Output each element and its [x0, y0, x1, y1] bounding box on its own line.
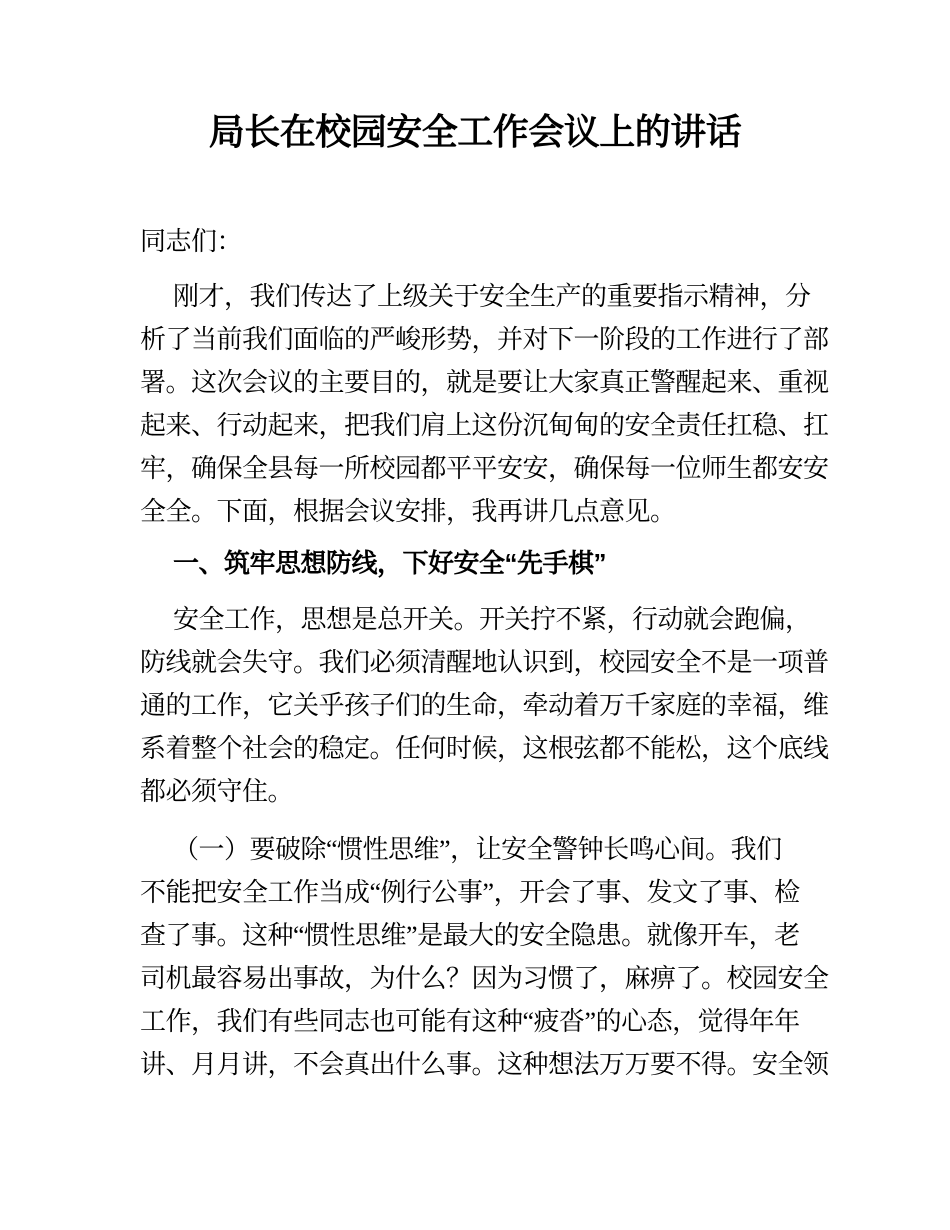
intro-paragraph	[140, 275, 829, 533]
paragraph-line: 系着整个社会的稳定。任何时候，这根弦都不能松，这个底线	[140, 734, 829, 763]
paragraph-line: 署。这次会议的主要目的，就是要让大家真正警醒起来、重视	[140, 368, 829, 397]
salutation: 同志们：	[140, 227, 243, 256]
paragraph-line: 查了事。这种“惯性思维”是最大的安全隐患。就像开车，老	[140, 921, 800, 950]
paragraph-line: 防线就会失守。我们必须清醒地认识到，校园安全不是一项普	[140, 648, 829, 677]
paragraph-line: 工作，我们有些同志也可能有这种“疲沓”的心态，觉得年年	[140, 1007, 800, 1036]
paragraph-line: 全全。下面，根据会议安排，我再讲几点意见。	[140, 497, 676, 526]
paragraph-line: 都必须守住。	[140, 777, 294, 806]
section1-paragraph-1	[140, 598, 829, 813]
document-title: 局长在校园安全工作会议上的讲话	[208, 112, 742, 152]
section-heading-1: 一、筑牢思想防线，下好安全“先手棋”	[173, 548, 607, 578]
paragraph-line: （一）要破除“惯性思维”，让安全警钟长鸣心间。我们	[173, 835, 782, 864]
paragraph-line: 通的工作，它关乎孩子们的生命，牵动着万千家庭的幸福，维	[140, 691, 829, 720]
paragraph-line: 安全工作，思想是总开关。开关拧不紧，行动就会跑偏，	[173, 605, 811, 634]
paragraph-line: 牢，确保全县每一所校园都平平安安，确保每一位师生都安安	[140, 454, 829, 483]
section1-paragraph-2	[140, 828, 829, 1086]
paragraph-line: 不能把安全工作当成“例行公事”，开会了事、发文了事、检	[140, 878, 800, 907]
paragraph-line: 起来、行动起来，把我们肩上这份沉甸甸的安全责任扛稳、扛	[140, 411, 829, 440]
paragraph-line: 析了当前我们面临的严峻形势，并对下一阶段的工作进行了部	[140, 325, 829, 354]
document-body	[140, 220, 829, 1086]
paragraph-line: 司机最容易出事故，为什么？因为习惯了，麻痹了。校园安全	[140, 964, 829, 993]
paragraph-line: 讲、月月讲，不会真出什么事。这种想法万万要不得。安全领	[140, 1050, 829, 1079]
paragraph-line: 刚才，我们传达了上级关于安全生产的重要指示精神，分	[173, 282, 811, 311]
